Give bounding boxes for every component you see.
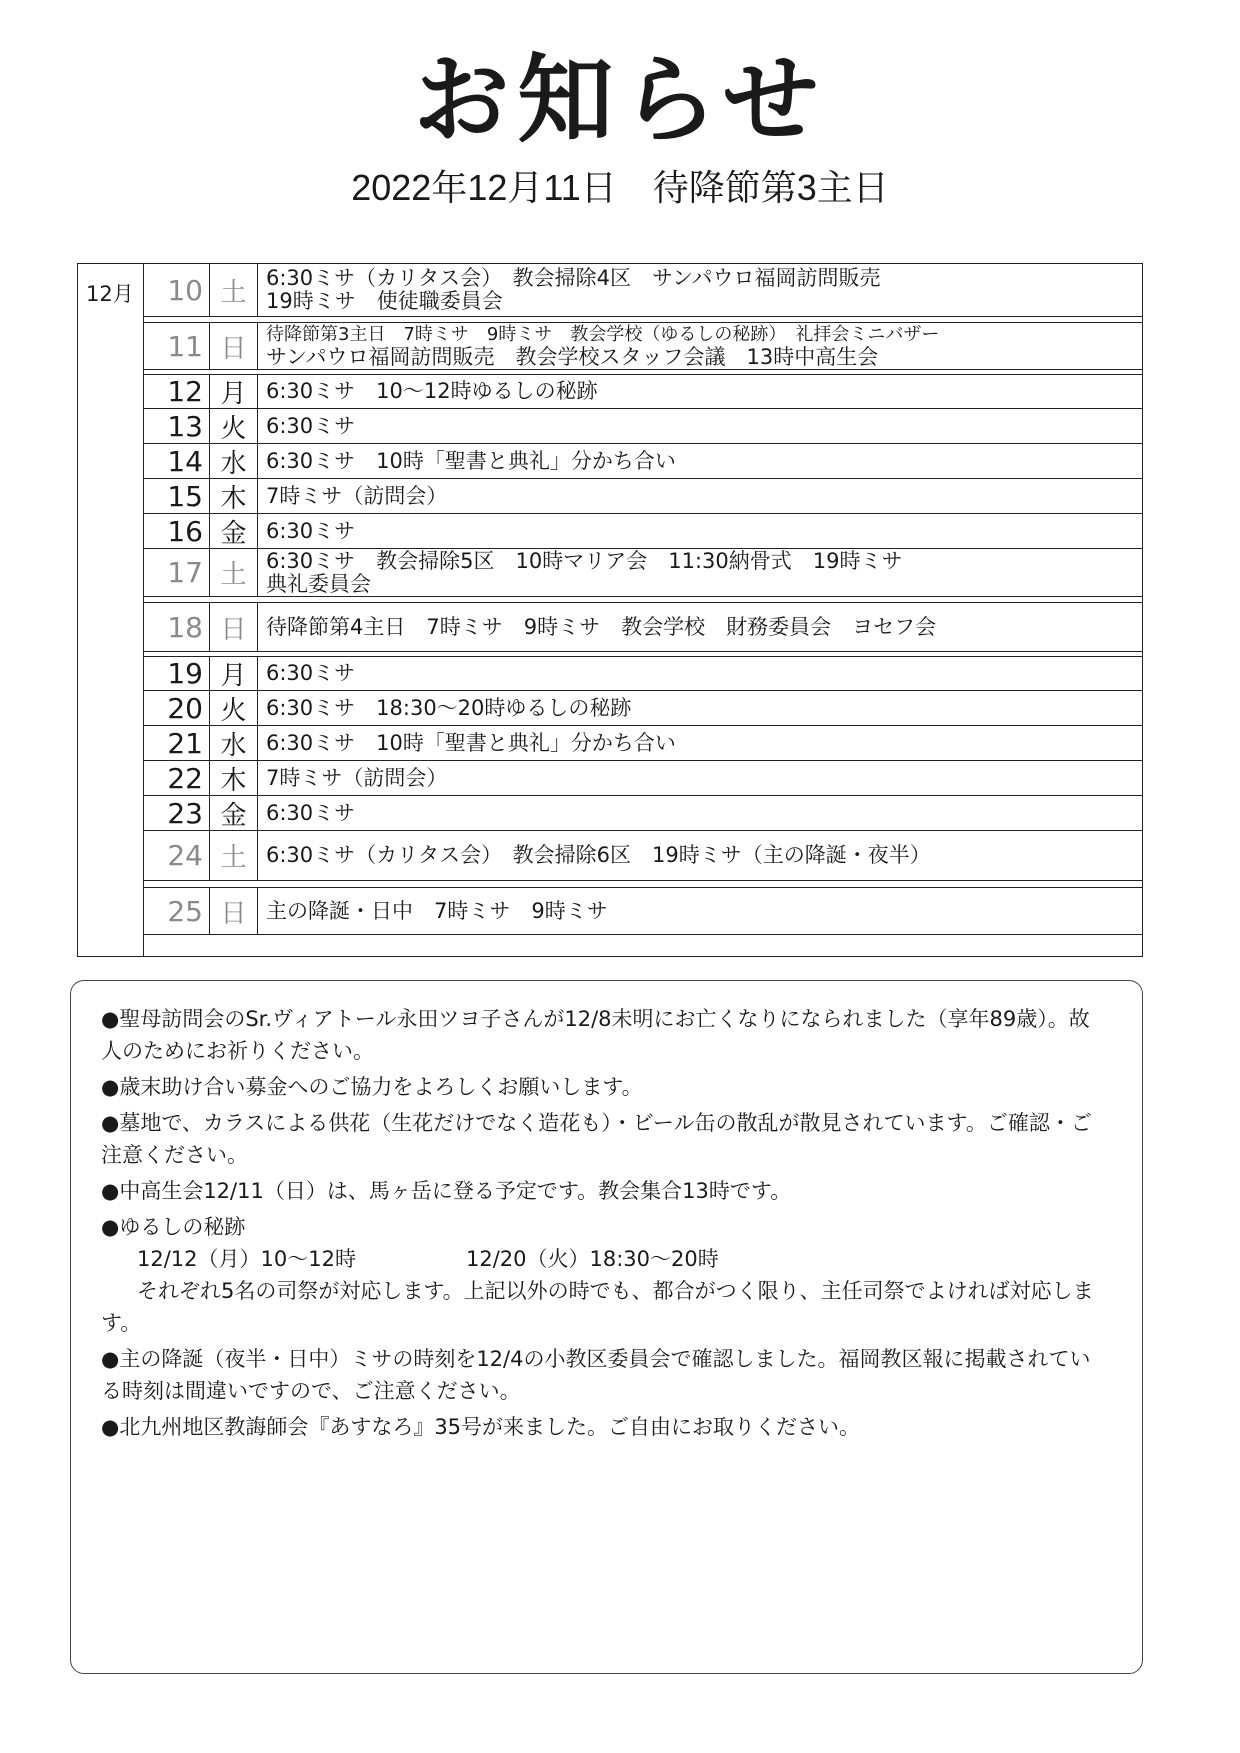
note-item: ●ゆるしの秘跡	[101, 1215, 246, 1239]
weekday: 火	[210, 691, 258, 725]
day-number: 23	[144, 796, 210, 830]
schedule-row	[144, 409, 1142, 444]
month-column	[78, 264, 144, 956]
schedule-row	[144, 549, 1142, 597]
schedule-row	[144, 691, 1142, 726]
weekday: 日	[210, 888, 258, 934]
notes-box	[70, 980, 1143, 1674]
event-line: 6:30ミサ	[266, 800, 356, 825]
day-number: 16	[144, 514, 210, 548]
weekday: 木	[210, 761, 258, 795]
day-number: 10	[144, 264, 210, 316]
schedule-row	[144, 761, 1142, 796]
day-number: 14	[144, 444, 210, 478]
events	[266, 796, 1132, 830]
weekday: 水	[210, 726, 258, 760]
day-number: 21	[144, 726, 210, 760]
schedule-row	[144, 602, 1142, 652]
event-line: 7時ミサ（訪問会）	[266, 765, 448, 790]
events	[266, 444, 1132, 478]
events	[266, 726, 1132, 760]
day-number: 12	[144, 375, 210, 408]
schedule-row	[144, 444, 1142, 479]
schedule-row	[144, 374, 1142, 409]
note-time-1: 12/12（月）10～12時	[137, 1247, 356, 1271]
day-number: 18	[144, 603, 210, 651]
schedule-row	[144, 514, 1142, 549]
events	[266, 603, 1132, 651]
event-line: 待降節第3主日 7時ミサ 9時ミサ 教会学校（ゆるしの秘跡） 礼拝会ミニバザー	[266, 324, 940, 345]
events	[266, 323, 1132, 369]
event-line: 6:30ミサ（カリタス会） 教会掃除6区 19時ミサ（主の降誕・夜半）	[266, 843, 931, 867]
event-line: 6:30ミサ 18:30～20時ゆるしの秘跡	[266, 695, 632, 720]
weekday: 火	[210, 409, 258, 443]
note-item: ●墓地で、カラスによる供花（生花だけでなく造花も）・ビール缶の散乱が散見されています。ご確認・ご注意ください。	[101, 1111, 1092, 1167]
note-item: ●北九州地区教誨師会『あすなろ』35号が来ました。ご自由にお取りください。	[101, 1415, 861, 1439]
day-number: 24	[144, 831, 210, 880]
weekday: 月	[210, 657, 258, 690]
event-line: 6:30ミサ	[266, 518, 356, 543]
schedule-row	[144, 887, 1142, 935]
event-line: 6:30ミサ	[266, 413, 356, 438]
day-number: 20	[144, 691, 210, 725]
day-number: 13	[144, 409, 210, 443]
event-line: 7時ミサ（訪問会）	[266, 483, 448, 508]
weekday: 日	[210, 603, 258, 651]
day-number: 15	[144, 479, 210, 513]
schedule-row	[144, 831, 1142, 881]
schedule-table	[77, 263, 1143, 957]
events	[266, 409, 1132, 443]
day-number: 22	[144, 761, 210, 795]
events	[266, 264, 1132, 316]
schedule-row	[144, 264, 1142, 317]
note-item: ●歳末助け合い募金へのご協力をよろしくお願いします。	[101, 1075, 643, 1099]
events	[266, 691, 1132, 725]
events	[266, 375, 1132, 408]
weekday: 日	[210, 323, 258, 369]
schedule-row	[144, 796, 1142, 831]
note-item: ●聖母訪問会のSr.ヴィアトール永田ツヨ子さんが12/8未明にお亡くなりになられました（享年89歳）。故人のためにお祈りください。	[101, 1007, 1090, 1063]
schedule-row	[144, 322, 1142, 370]
note-item: ●中高生会12/11（日）は、馬ヶ岳に登る予定です。教会集合13時です。	[101, 1179, 792, 1203]
events	[266, 549, 1132, 596]
month-label: 12月	[86, 282, 134, 306]
events	[266, 888, 1132, 934]
event-line: サンパウロ福岡訪問販売 教会学校スタッフ会議 13時中高生会	[266, 345, 879, 369]
note-time-2: 12/20（火）18:30～20時	[465, 1247, 719, 1271]
page-date: 2022年12月11日 待降節第3主日	[351, 167, 889, 208]
events	[266, 479, 1132, 513]
event-line: 6:30ミサ	[266, 661, 356, 685]
events	[266, 761, 1132, 795]
schedule-row	[144, 656, 1142, 691]
weekday: 金	[210, 514, 258, 548]
note-item: それぞれ5名の司祭が対応します。上記以外の時でも、都合がつく限り、主任司祭でよければ対応します。	[101, 1279, 1094, 1335]
event-line: 19時ミサ 使徒職委員会	[266, 289, 503, 313]
weekday: 月	[210, 375, 258, 408]
event-line: 主の降誕・日中 7時ミサ 9時ミサ	[266, 898, 608, 923]
weekday: 金	[210, 796, 258, 830]
weekday: 土	[210, 831, 258, 880]
weekday: 水	[210, 444, 258, 478]
day-number: 19	[144, 657, 210, 690]
weekday: 木	[210, 479, 258, 513]
note-item: ●主の降誕（夜半・日中）ミサの時刻を12/4の小教区委員会で確認しました。福岡教区報に掲載されている時刻は間違いですので、ご注意ください。	[101, 1347, 1091, 1403]
events	[266, 514, 1132, 548]
event-line: 6:30ミサ（カリタス会） 教会掃除4区 サンパウロ福岡訪問販売	[266, 266, 881, 290]
schedule-row	[144, 726, 1142, 761]
event-line: 6:30ミサ 10時「聖書と典礼」分かち合い	[266, 730, 676, 755]
day-number: 25	[144, 888, 210, 934]
event-line: 6:30ミサ 10～12時ゆるしの秘跡	[266, 379, 598, 403]
page-title: お知らせ	[413, 44, 827, 156]
schedule-row	[144, 479, 1142, 514]
note-times	[101, 1243, 1096, 1275]
day-number: 11	[144, 323, 210, 369]
event-line: 典礼委員会	[266, 571, 371, 596]
events	[266, 657, 1132, 690]
weekday: 土	[210, 264, 258, 316]
day-number: 17	[144, 549, 210, 596]
events	[266, 831, 1132, 880]
weekday: 土	[210, 549, 258, 596]
event-line: 待降節第4主日 7時ミサ 9時ミサ 教会学校 財務委員会 ヨセフ会	[266, 614, 937, 639]
event-line: 6:30ミサ 教会掃除5区 10時マリア会 11:30納骨式 19時ミサ	[266, 548, 903, 573]
event-line: 6:30ミサ 10時「聖書と典礼」分かち合い	[266, 448, 676, 473]
